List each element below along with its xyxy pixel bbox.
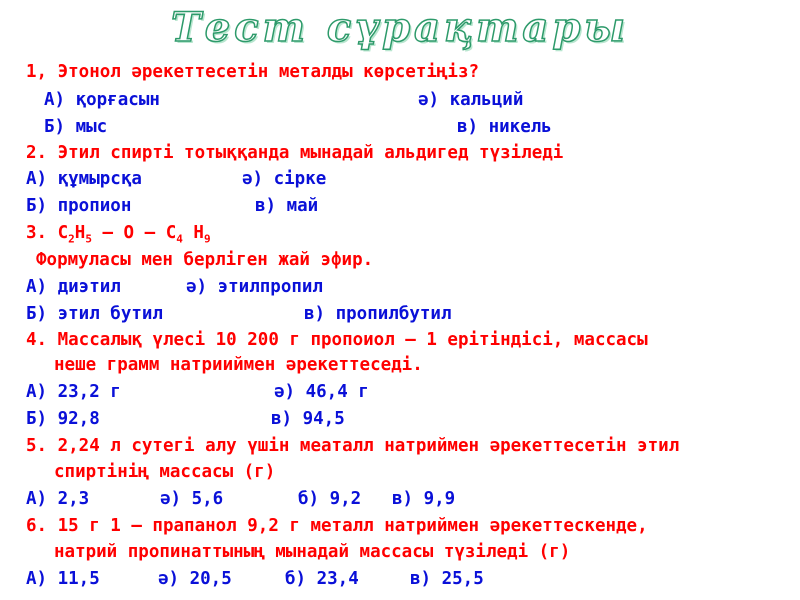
q3-sub: 2 bbox=[68, 232, 75, 246]
q3-text: Н bbox=[182, 223, 204, 243]
question-2: 2. Этил спирті тотыққанда мынадай альдигед түзіледі bbox=[26, 143, 564, 163]
question-4-line1: 4. Массалық үлесі 10 200 г пропоиол – 1 ерітіндісі, массасы bbox=[26, 330, 648, 350]
q5-option-b: б) 9,2 bbox=[298, 489, 362, 509]
q6-option-b: б) 23,4 bbox=[285, 569, 359, 589]
q3-option-b: Б) этил бутил bbox=[26, 304, 163, 324]
q3-option-a: А) диэтил bbox=[26, 277, 121, 297]
q3-text: Н bbox=[74, 223, 86, 243]
q3-sub: 5 bbox=[85, 232, 92, 246]
q3-option-ae: ә) этилпропил bbox=[186, 277, 323, 297]
q2-option-a: А) құмырсқа bbox=[26, 169, 142, 189]
q2-option-b: Б) пропион bbox=[26, 196, 132, 216]
question-5-line1: 5. 2,24 л сутегі алу үшін меаталл натриймен әрекеттесетін этил bbox=[26, 436, 680, 456]
q3-text: 3. С bbox=[26, 223, 69, 243]
question-1: 1, Этонол әрекеттесетін металды көрсетіңіз? bbox=[26, 62, 480, 82]
q1-option-b: Б) мыс bbox=[44, 117, 108, 137]
question-3-text: Формуласы мен берліген жай эфир. bbox=[36, 250, 374, 270]
q1-option-a: А) қорғасын bbox=[44, 90, 160, 110]
q4-option-a: А) 23,2 г bbox=[26, 382, 121, 402]
q2-option-v: в) май bbox=[255, 196, 319, 216]
q3-sub: 9 bbox=[203, 232, 211, 246]
q5-option-a: А) 2,3 bbox=[26, 489, 90, 509]
q2-option-ae: ә) сірке bbox=[242, 169, 327, 189]
q1-option-v: в) никель bbox=[457, 117, 552, 137]
q6-option-v: в) 25,5 bbox=[410, 569, 484, 589]
q4-option-b: Б) 92,8 bbox=[26, 409, 100, 429]
q5-option-v: в) 9,9 bbox=[392, 489, 456, 509]
question-5-line2: спиртінің массасы (г) bbox=[54, 462, 276, 482]
question-6-line2: натрий пропинаттының мынадай массасы түзіледі (г) bbox=[54, 542, 571, 562]
question-4-line2: неше грамм натрииймен әрекеттеседі. bbox=[54, 355, 423, 375]
q1-option-ae: ә) кальций bbox=[418, 90, 524, 110]
q4-option-v: в) 94,5 bbox=[271, 409, 345, 429]
q3-text: – О – С bbox=[91, 223, 177, 243]
q5-option-ae: ә) 5,6 bbox=[160, 489, 224, 509]
question-6-line1: 6. 15 г 1 – прапанол 9,2 г металл натриймен әрекеттескенде, bbox=[26, 516, 648, 536]
question-3-formula bbox=[26, 222, 211, 244]
q4-option-ae: ә) 46,4 г bbox=[274, 382, 369, 402]
q3-option-v: в) пропилбутил bbox=[304, 304, 452, 324]
page-title: Тест сұрақтары bbox=[171, 4, 629, 51]
q6-option-a: А) 11,5 bbox=[26, 569, 100, 589]
q6-option-ae: ә) 20,5 bbox=[158, 569, 232, 589]
q3-sub: 4 bbox=[176, 232, 183, 246]
